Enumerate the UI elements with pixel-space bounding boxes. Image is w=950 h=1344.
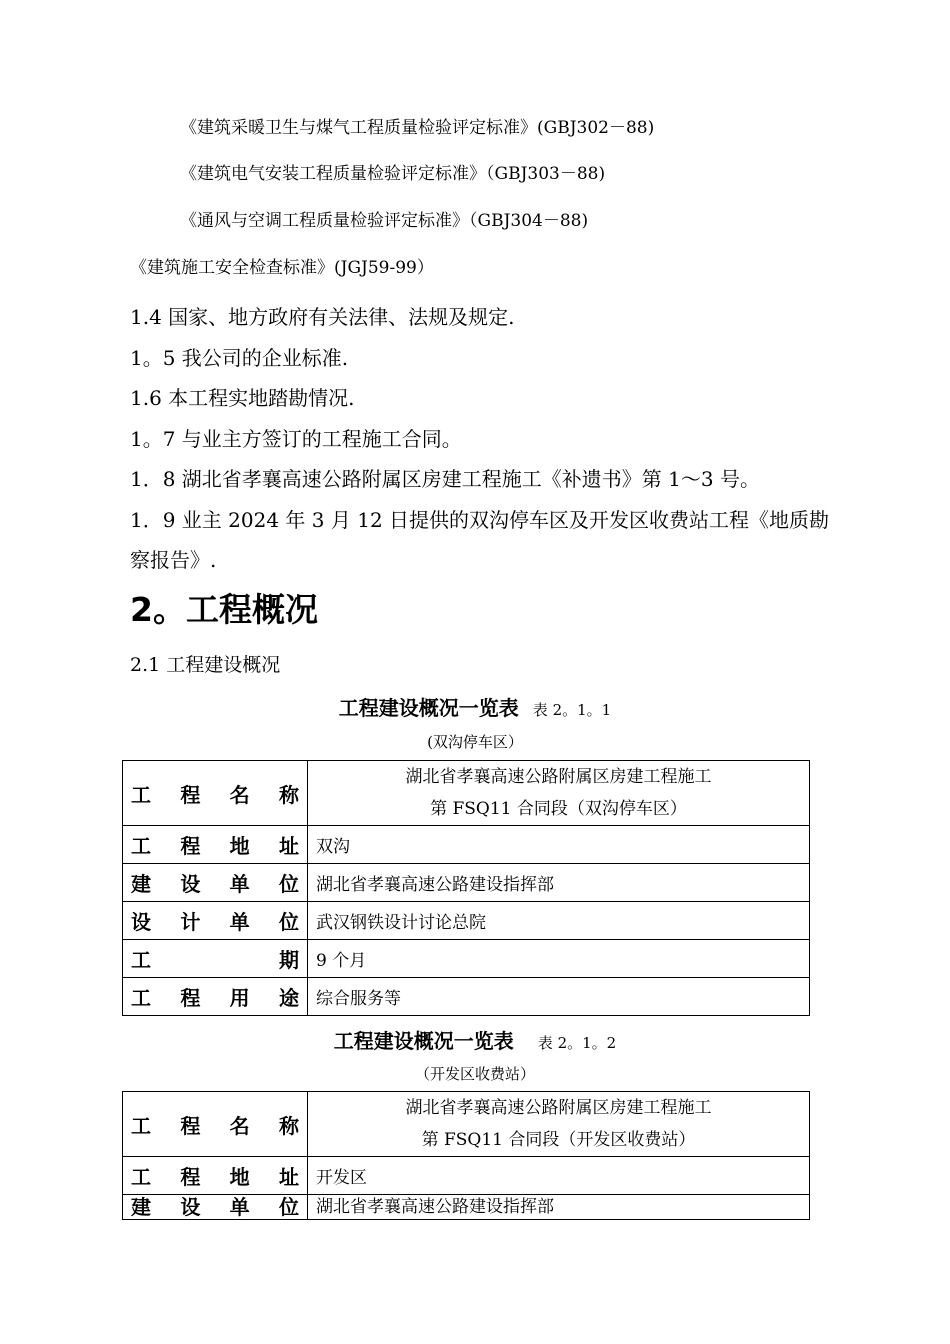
label-construction-unit: 建 设 单 位 bbox=[123, 1195, 308, 1220]
table1-number: 表 2。1。1 bbox=[532, 701, 612, 719]
value-project-address: 开发区 bbox=[308, 1157, 810, 1195]
label-project-address: 工 程 地 址 bbox=[123, 1157, 308, 1195]
label-design-unit: 设 计 单 位 bbox=[123, 902, 308, 940]
table1 bbox=[122, 760, 810, 1016]
table2-title: 工程建设概况一览表 bbox=[333, 1029, 514, 1053]
label-project-address: 工 程 地 址 bbox=[123, 826, 308, 864]
value-duration: 9 个月 bbox=[308, 940, 810, 978]
standard-ref-4: 《建筑施工安全检查标准》(JGJ59-99） bbox=[130, 258, 434, 278]
label-project-name: 工 程 名 称 bbox=[123, 761, 308, 826]
basis-item-1-8: 1．8 湖北省孝襄高速公路附属区房建工程施工《补遗书》第 1～3 号。 bbox=[130, 467, 760, 491]
table-row bbox=[123, 1157, 810, 1195]
standard-ref-2: 《建筑电气安装工程质量检验评定标准》（GBJ303－88) bbox=[180, 164, 606, 184]
value-project-name: 湖北省孝襄高速公路附属区房建工程施工 第 FSQ11 合同段（开发区收费站） bbox=[308, 1092, 810, 1157]
label-duration: 工 期 bbox=[123, 940, 308, 978]
basis-item-1-4: 1.4 国家、地方政府有关法律、法规及规定. bbox=[130, 305, 515, 329]
value-project-name: 湖北省孝襄高速公路附属区房建工程施工 第 FSQ11 合同段（双沟停车区） bbox=[308, 761, 810, 826]
table-row bbox=[123, 826, 810, 864]
basis-item-1-9: 1．9 业主 2024 年 3 月 12 日提供的双沟停车区及开发区收费站工程《地质勘察报告》. bbox=[130, 508, 830, 572]
standard-ref-3: 《通风与空调工程质量检验评定标准》（GBJ304－88) bbox=[180, 211, 589, 231]
standard-ref-1: 《建筑采暖卫生与煤气工程质量检验评定标准》(GBJ302－88) bbox=[180, 118, 655, 138]
table1-note: (双沟停车区） bbox=[427, 733, 523, 751]
table1-title: 工程建设概况一览表 bbox=[338, 696, 519, 720]
section-title: 2。工程概况 bbox=[130, 590, 318, 629]
table-row bbox=[123, 978, 810, 1016]
basis-item-1-6: 1.6 本工程实地踏勘情况. bbox=[130, 386, 355, 410]
table2 bbox=[122, 1091, 810, 1220]
table-row bbox=[123, 1092, 810, 1157]
label-project-use: 工 程 用 途 bbox=[123, 978, 308, 1016]
subsection-title: 2.1 工程建设概况 bbox=[130, 654, 281, 676]
table-row bbox=[123, 864, 810, 902]
table2-number: 表 2。1。2 bbox=[537, 1034, 617, 1052]
value-project-address: 双沟 bbox=[308, 826, 810, 864]
label-construction-unit: 建 设 单 位 bbox=[123, 864, 308, 902]
table-row bbox=[123, 902, 810, 940]
value-construction-unit: 湖北省孝襄高速公路建设指挥部 bbox=[308, 1195, 810, 1220]
table-row bbox=[123, 940, 810, 978]
table2-caption bbox=[0, 1025, 950, 1054]
table1-caption bbox=[0, 692, 950, 721]
value-design-unit: 武汉钢铁设计讨论总院 bbox=[308, 902, 810, 940]
basis-item-1-7: 1。7 与业主方签订的工程施工合同。 bbox=[130, 427, 462, 451]
table-row bbox=[123, 761, 810, 826]
table-row bbox=[123, 1195, 810, 1220]
basis-item-1-5: 1。5 我公司的企业标准. bbox=[130, 346, 349, 370]
table2-note: （开发区收费站） bbox=[414, 1065, 535, 1083]
value-construction-unit: 湖北省孝襄高速公路建设指挥部 bbox=[308, 864, 810, 902]
value-project-use: 综合服务等 bbox=[308, 978, 810, 1016]
label-project-name: 工 程 名 称 bbox=[123, 1092, 308, 1157]
